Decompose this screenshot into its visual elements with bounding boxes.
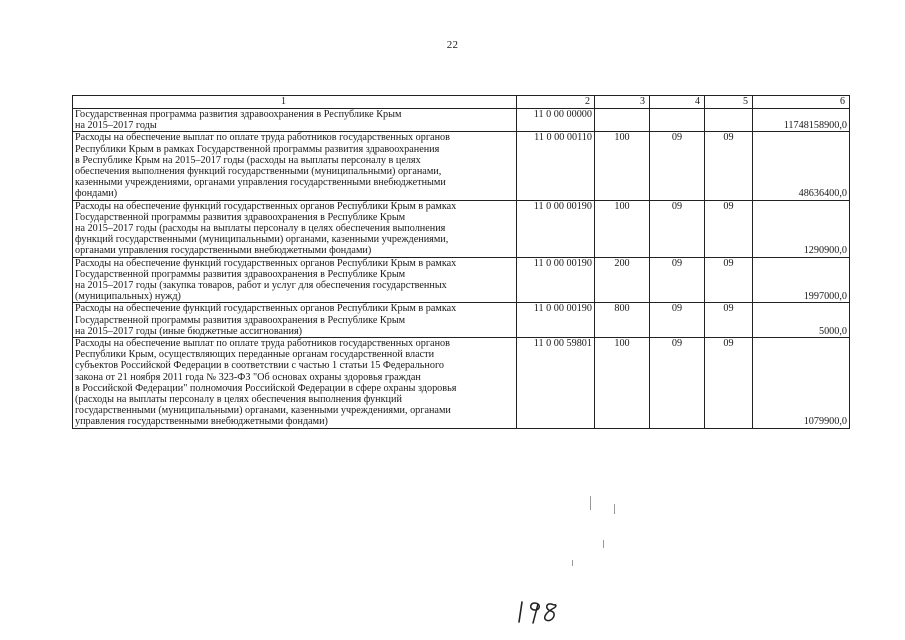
- row-code: 11 0 00 00110: [517, 132, 595, 200]
- row-col5: [705, 109, 753, 132]
- row-col3: 100: [595, 338, 650, 429]
- row-col4: [650, 109, 705, 132]
- column-header-4: 4: [650, 96, 705, 109]
- row-col5: 09: [705, 338, 753, 429]
- row-col4: 09: [650, 132, 705, 200]
- row-description: Расходы на обеспечение функций государственных органов Республики Крым в рамках Государственной программы развития здравоохранения в Республике Крым на 2015–2017 годы (расходы на выплаты персоналу в целях обеспечения выполнения функций государственными (муниципальными) органами, казенными учреждениями, органами управления государственными внебюджетными фондами): [73, 200, 517, 257]
- row-col3: 100: [595, 200, 650, 257]
- row-col3: 800: [595, 303, 650, 338]
- row-col5: 09: [705, 257, 753, 303]
- row-description: Расходы на обеспечение выплат по оплате труда работников государственных органов Республики Крым в рамках Государственной программы развития здравоохранения в Республике Крым на 2015–2017 годы (расходы на выплаты персоналу в целях обеспечения выполнения функций государственными (муниципальными) органами, казенными учреждениями, органами управления государственными внебюджетными фондами): [73, 132, 517, 200]
- column-header-1: 1: [73, 96, 517, 109]
- row-amount: 1079900,0: [753, 338, 850, 429]
- budget-table: [72, 95, 850, 429]
- column-header-6: 6: [753, 96, 850, 109]
- row-col4: 09: [650, 338, 705, 429]
- row-col4: 09: [650, 303, 705, 338]
- row-col4: 09: [650, 257, 705, 303]
- row-col5: 09: [705, 200, 753, 257]
- row-amount: 5000,0: [753, 303, 850, 338]
- row-amount: 48636400,0: [753, 132, 850, 200]
- row-col3: 200: [595, 257, 650, 303]
- scan-speck: [614, 504, 615, 514]
- row-col5: 09: [705, 132, 753, 200]
- table-row: [73, 132, 850, 200]
- table-header-row: [73, 96, 850, 109]
- table-row: [73, 109, 850, 132]
- row-col3: [595, 109, 650, 132]
- row-description: Расходы на обеспечение функций государственных органов Республики Крым в рамках Государственной программы развития здравоохранения в Республике Крым на 2015–2017 годы (закупка товаров, работ и услуг для обеспечения государственных (муниципальных) нужд): [73, 257, 517, 303]
- row-description: Расходы на обеспечение функций государственных органов Республики Крым в рамках Государственной программы развития здравоохранения в Республике Крым на 2015–2017 годы (иные бюджетные ассигнования): [73, 303, 517, 338]
- row-description: Расходы на обеспечение выплат по оплате труда работников государственных органов Республики Крым, осуществляющих переданные органам государственной власти субъектов Российской Федерации в соответствии с частью 1 статьи 15 Федерального закона от 21 ноября 2011 года № 323-ФЗ "Об основах охраны здоровья граждан в Российской Федерации" полномочия Российской Федерации в сфере охраны здоровья (расходы на выплаты персоналу в целях обеспечения выполнения функций государственными (муниципальными) органами, казенными учреждениями, органами управления государственными внебюджетными фондами): [73, 338, 517, 429]
- handwritten-number-drawing: [516, 596, 576, 624]
- scan-speck: [603, 540, 604, 548]
- row-code: 11 0 00 00190: [517, 303, 595, 338]
- row-amount: 1997000,0: [753, 257, 850, 303]
- handwritten-page-number: [516, 596, 576, 624]
- row-code: 11 0 00 00190: [517, 257, 595, 303]
- row-col5: 09: [705, 303, 753, 338]
- scan-speck: [590, 496, 591, 510]
- row-col4: 09: [650, 200, 705, 257]
- row-code: 11 0 00 59801: [517, 338, 595, 429]
- page-number: 22: [446, 39, 459, 51]
- row-code: 11 0 00 00000: [517, 109, 595, 132]
- table-row: [73, 200, 850, 257]
- row-code: 11 0 00 00190: [517, 200, 595, 257]
- row-amount: 11748158900,0: [753, 109, 850, 132]
- table-row: [73, 257, 850, 303]
- scan-speck: [572, 560, 573, 566]
- column-header-5: 5: [705, 96, 753, 109]
- row-col3: 100: [595, 132, 650, 200]
- row-description: Государственная программа развития здравоохранения в Республике Крым на 2015–2017 годы: [73, 109, 517, 132]
- column-header-2: 2: [517, 96, 595, 109]
- table-row: [73, 338, 850, 429]
- table-row: [73, 303, 850, 338]
- row-amount: 1290900,0: [753, 200, 850, 257]
- column-header-3: 3: [595, 96, 650, 109]
